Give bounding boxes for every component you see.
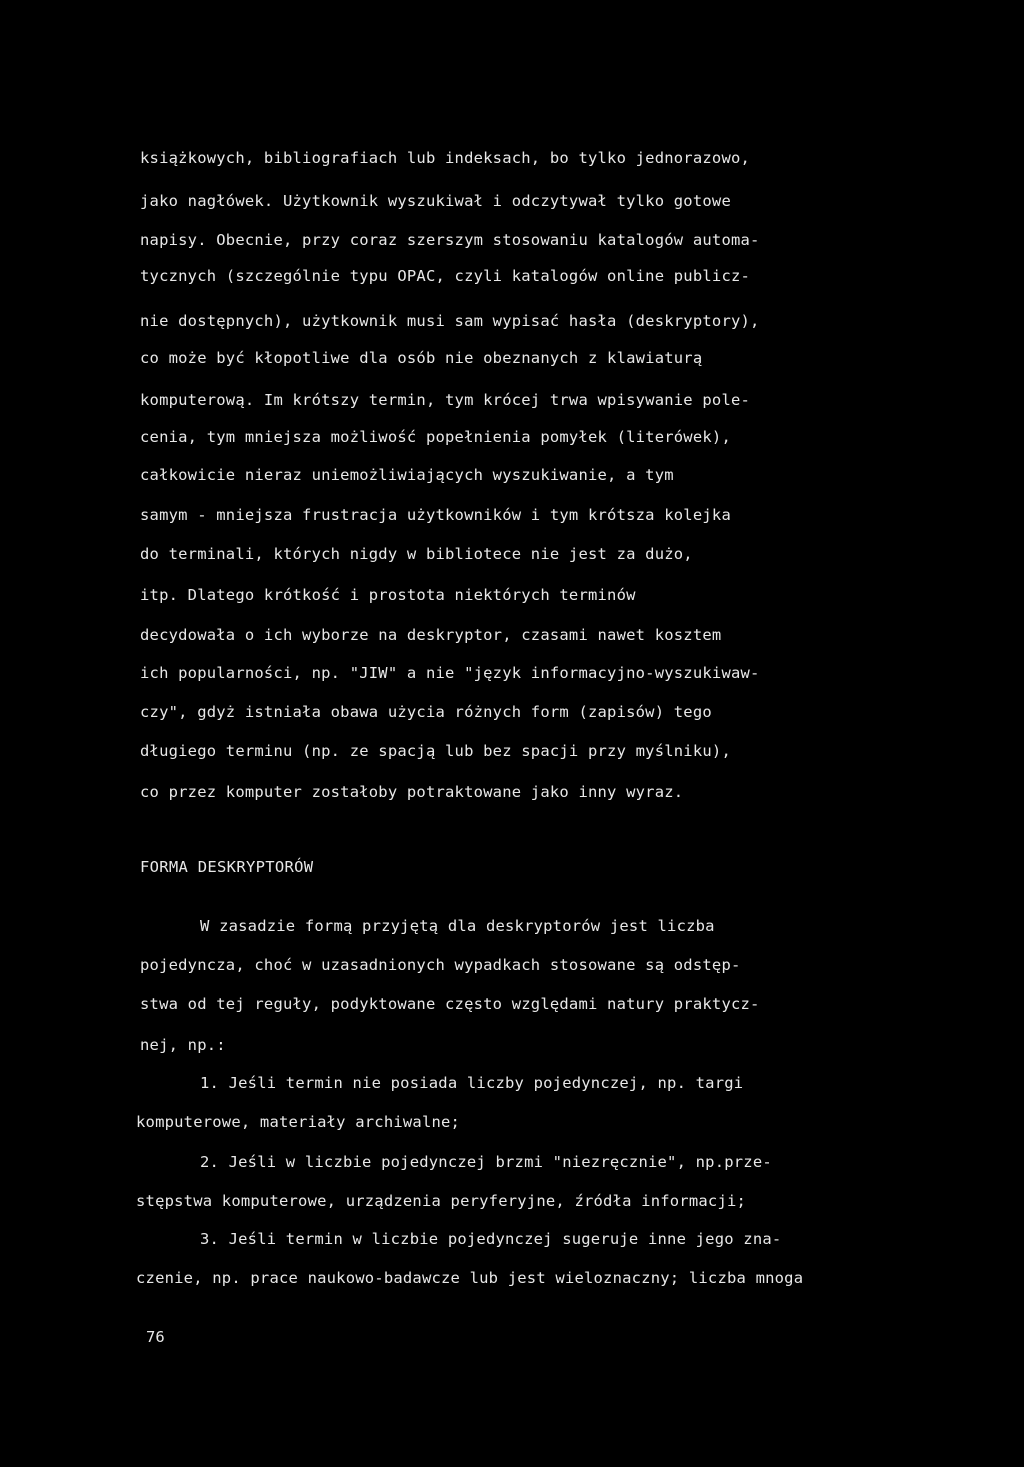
list-item-continuation: czenie, np. prace naukowo-badawcze lub jest wieloznaczny; liczba mnoga bbox=[136, 1269, 804, 1287]
page-number: 76 bbox=[146, 1328, 165, 1346]
text-line: do terminali, których nigdy w bibliotece nie jest za dużo, bbox=[140, 545, 693, 563]
text-line: co może być kłopotliwe dla osób nie obeznanych z klawiaturą bbox=[140, 349, 703, 367]
text-line: pojedyncza, choć w uzasadnionych wypadkach stosowane są odstęp- bbox=[140, 956, 741, 974]
list-item-continuation: komputerowe, materiały archiwalne; bbox=[136, 1113, 461, 1131]
text-line: czy", gdyż istniała obawa użycia różnych form (zapisów) tego bbox=[140, 703, 712, 721]
list-item: 3. Jeśli termin w liczbie pojedynczej sugeruje inne jego zna- bbox=[200, 1230, 782, 1248]
list-item: 1. Jeśli termin nie posiada liczby pojedynczej, np. targi bbox=[200, 1074, 744, 1092]
text-line: jako nagłówek. Użytkownik wyszukiwał i odczytywał tylko gotowe bbox=[140, 192, 731, 210]
text-line: samym - mniejsza frustracja użytkowników i tym krótsza kolejka bbox=[140, 506, 731, 524]
text-line: nej, np.: bbox=[140, 1036, 226, 1054]
text-line: książkowych, bibliografiach lub indeksach, bo tylko jednorazowo, bbox=[140, 149, 751, 167]
text-line: itp. Dlatego krótkość i prostota niektórych terminów bbox=[140, 586, 636, 604]
text-line: decydowała o ich wyborze na deskryptor, czasami nawet kosztem bbox=[140, 626, 722, 644]
text-line: tycznych (szczególnie typu OPAC, czyli katalogów online publicz- bbox=[140, 267, 751, 285]
text-line: W zasadzie formą przyjętą dla deskryptorów jest liczba bbox=[200, 917, 715, 935]
section-heading: FORMA DESKRYPTORÓW bbox=[140, 858, 314, 876]
text-line: ich popularności, np. "JIW" a nie "język informacyjno-wyszukiwaw- bbox=[140, 664, 760, 682]
text-line: całkowicie nieraz uniemożliwiających wyszukiwanie, a tym bbox=[140, 466, 674, 484]
text-line: co przez komputer zostałoby potraktowane jako inny wyraz. bbox=[140, 783, 684, 801]
text-line: stwa od tej reguły, podyktowane często względami natury praktycz- bbox=[140, 995, 760, 1013]
text-line: cenia, tym mniejsza możliwość popełnienia pomyłek (literówek), bbox=[140, 428, 731, 446]
text-line: długiego terminu (np. ze spacją lub bez spacji przy myślniku), bbox=[140, 742, 731, 760]
text-line: komputerową. Im krótszy termin, tym krócej trwa wpisywanie pole- bbox=[140, 391, 751, 409]
list-item: 2. Jeśli w liczbie pojedynczej brzmi "niezręcznie", np.prze- bbox=[200, 1153, 772, 1171]
text-line: nie dostępnych), użytkownik musi sam wypisać hasła (deskryptory), bbox=[140, 312, 760, 330]
text-line: napisy. Obecnie, przy coraz szerszym stosowaniu katalogów automa- bbox=[140, 231, 760, 249]
list-item-continuation: stępstwa komputerowe, urządzenia peryferyjne, źródła informacji; bbox=[136, 1192, 747, 1210]
